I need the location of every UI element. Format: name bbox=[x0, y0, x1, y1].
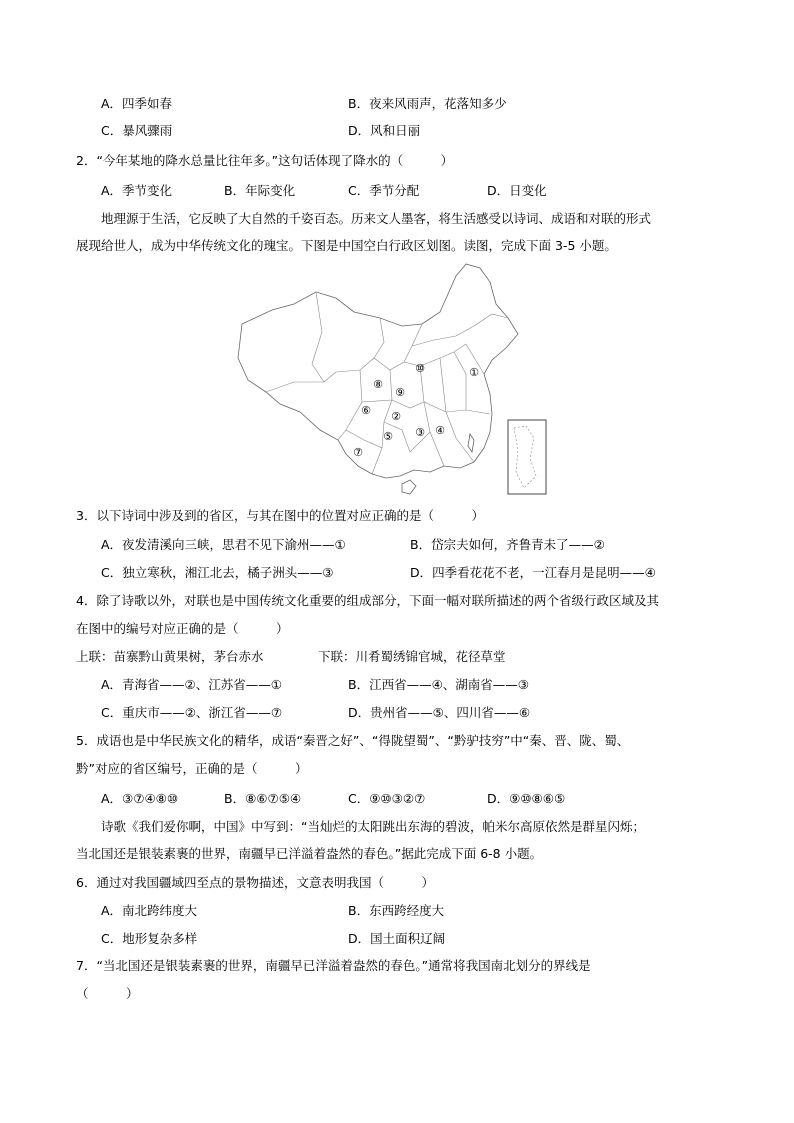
q6-stem: 6．通过对我国疆域四至点的景物描述，文意表明我国（ ） bbox=[76, 875, 434, 890]
q6-option-c: C．地形复杂多样 bbox=[101, 931, 198, 946]
q7-stem-line2: （ ） bbox=[76, 986, 139, 1001]
q3-option-d: D．四季看花花不老，一江春月是昆明——④ bbox=[410, 565, 656, 580]
q5-option-a: A．③⑦④⑧⑩ bbox=[101, 791, 179, 806]
q5-option-c: C．⑨⑩③②⑦ bbox=[348, 791, 426, 806]
q7-stem-line1: 7．“当北国还是银装素裹的世界，南疆早已洋溢着盎然的春色。”通常将我国南北划分的界线是 bbox=[76, 958, 591, 973]
q3-stem: 3．以下诗词中涉及到的省区，与其在图中的位置对应正确的是（ ） bbox=[76, 508, 484, 523]
q4-option-c: C．重庆市——②、浙江省——⑦ bbox=[101, 705, 283, 720]
map-label-4: ④ bbox=[435, 424, 445, 437]
q3-option-a: A．夜发清溪向三峡，思君不见下渝州——① bbox=[101, 537, 346, 552]
q4-option-a: A．青海省——②、江苏省——① bbox=[101, 677, 282, 692]
q4-stem-line1: 4．除了诗歌以外，对联也是中国传统文化重要的组成部分，下面一幅对联所描述的两个省级行政区域及其 bbox=[76, 593, 659, 608]
intro-3-5-line1: 地理源于生活，它反映了大自然的千姿百态。历来文人墨客，将生活感受以诗词、成语和对联的形式 bbox=[101, 211, 652, 226]
q5-stem-line1: 5．成语也是中华民族文化的精华，成语“秦晋之好”、“得陇望蜀”、“黔驴技穷”中“秦、晋、陇、蜀、 bbox=[76, 733, 630, 748]
map-label-10: ⑩ bbox=[415, 362, 425, 375]
q4-couplet-lower: 下联：川肴蜀绣锦官城，花径草堂 bbox=[318, 649, 506, 664]
map-label-9: ⑨ bbox=[395, 386, 405, 399]
q3-option-c: C．独立寒秋，湘江北去，橘子洲头——③ bbox=[101, 565, 334, 580]
q5-stem-line2: 黔”对应的省区编号，正确的是（ ） bbox=[76, 761, 308, 776]
q1-option-a: A．四季如春 bbox=[101, 96, 173, 111]
map-label-8: ⑧ bbox=[373, 378, 383, 391]
q4-option-b: B．江西省——④、湖南省——③ bbox=[348, 677, 529, 692]
q6-option-b: B．东西跨经度大 bbox=[348, 903, 445, 918]
map-label-3: ③ bbox=[415, 426, 425, 439]
china-administrative-map bbox=[234, 262, 550, 498]
china-map-svg bbox=[234, 262, 550, 498]
intro-6-8-line2: 当北国还是银装素裹的世界，南疆早已洋溢着盎然的春色。”据此完成下面 6-8 小题。 bbox=[76, 846, 543, 861]
hainan-island bbox=[402, 480, 416, 494]
q6-option-a: A．南北跨纬度大 bbox=[101, 903, 198, 918]
q6-option-d: D．国土面积辽阔 bbox=[348, 931, 446, 946]
q2-option-c: C．季节分配 bbox=[348, 183, 420, 198]
q5-option-b: B．⑧⑥⑦⑤④ bbox=[224, 791, 302, 806]
map-label-5: ⑤ bbox=[383, 430, 393, 443]
q2-option-b: B．年际变化 bbox=[224, 183, 296, 198]
map-label-7: ⑦ bbox=[353, 446, 363, 459]
q1-option-b: B．夜来风雨声，花落知多少 bbox=[348, 96, 507, 111]
intro-6-8-line1: 诗歌《我们爱你啊，中国》中写到：“当灿烂的太阳跳出东海的碧波，帕米尔高原依然是群星闪烁； bbox=[101, 819, 645, 834]
map-label-6: ⑥ bbox=[361, 404, 371, 417]
q2-stem: 2．“今年某地的降水总量比往年多。”这句话体现了降水的（ ） bbox=[76, 153, 454, 168]
q4-option-d: D．贵州省——⑤、四川省——⑥ bbox=[348, 705, 531, 720]
q3-option-b: B．岱宗夫如何，齐鲁青未了——② bbox=[410, 537, 605, 552]
intro-3-5-line2: 展现给世人，成为中华传统文化的瑰宝。下图是中国空白行政区划图。读图，完成下面 3-5 小题。 bbox=[76, 238, 617, 253]
q1-option-d: D．风和日丽 bbox=[348, 123, 421, 138]
q1-option-c: C．暴风骤雨 bbox=[101, 123, 173, 138]
map-label-2: ② bbox=[391, 410, 401, 423]
south-china-sea-inset bbox=[508, 420, 546, 494]
q2-option-d: D．日变化 bbox=[487, 183, 547, 198]
q5-option-d: D．⑨⑩⑧⑥⑤ bbox=[487, 791, 566, 806]
q2-option-a: A．季节变化 bbox=[101, 183, 173, 198]
q4-stem-line2: 在图中的编号对应正确的是（ ） bbox=[76, 621, 289, 636]
map-label-1: ① bbox=[469, 366, 479, 379]
q4-couplet-upper: 上联：苗寨黔山黄果树，茅台赤水 bbox=[76, 649, 264, 664]
